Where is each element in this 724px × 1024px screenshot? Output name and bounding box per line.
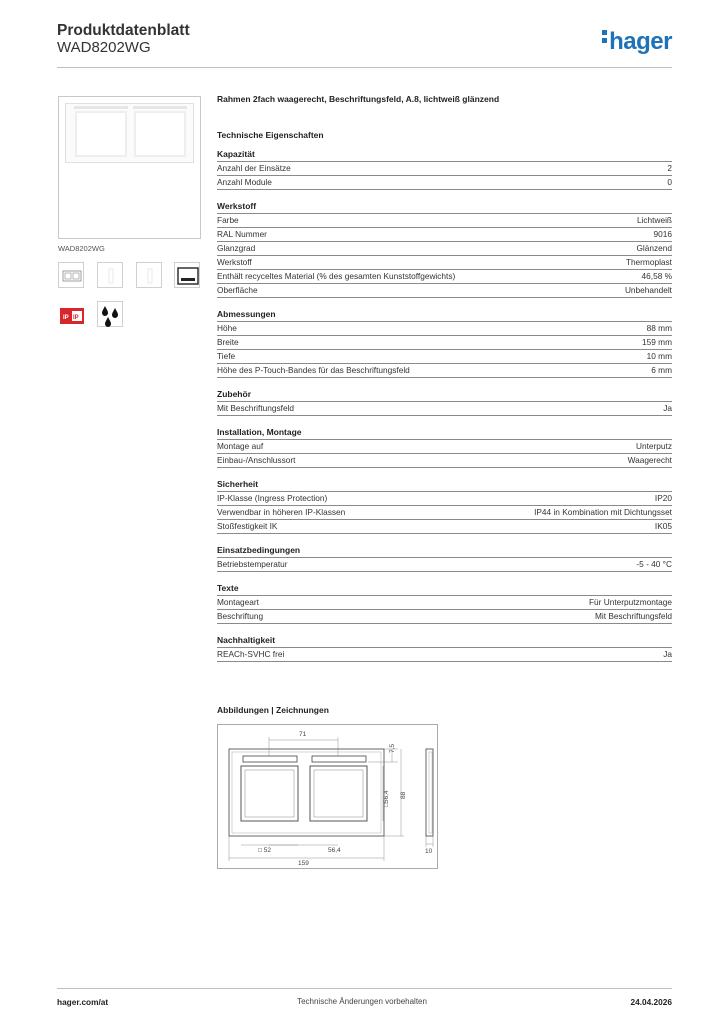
property-value: Waagerecht (627, 455, 672, 465)
product-description: Rahmen 2fach waagerecht, Beschriftungsfeld, A.8, lichtweiß glänzend (217, 94, 500, 104)
property-row (217, 162, 672, 176)
property-sections (217, 148, 672, 662)
footer-website[interactable]: hager.com/at (57, 997, 109, 1007)
section (217, 478, 672, 534)
dim-width: 159 (298, 860, 309, 867)
property-value: 2 (667, 163, 672, 173)
section-title: Abmessungen (217, 308, 672, 322)
frame-illustration (65, 103, 194, 163)
property-label: Glanzgrad (217, 243, 256, 253)
section-title: Sicherheit (217, 478, 672, 492)
property-label: Montage auf (217, 441, 264, 451)
property-row (217, 492, 672, 506)
property-value: 6 mm (651, 365, 672, 375)
dim-label-height: 7,5 (389, 743, 396, 753)
property-value: Mit Beschriftungsfeld (594, 611, 672, 621)
property-label: Beschriftung (217, 611, 264, 621)
section (217, 582, 672, 624)
property-label: Stoßfestigkeit IK (217, 521, 278, 531)
header-divider (57, 67, 672, 68)
datasheet-content (217, 94, 672, 662)
brand-logo (602, 28, 672, 56)
property-value: -5 - 40 °C (636, 559, 672, 569)
property-label: Höhe (217, 323, 237, 333)
property-label: Oberfläche (217, 285, 258, 295)
drawings-title: Abbildungen | Zeichnungen (217, 705, 329, 715)
section (217, 634, 672, 662)
property-value: Glänzend (636, 243, 672, 253)
property-value: 0 (667, 177, 672, 187)
property-row (217, 256, 672, 270)
section-title: Texte (217, 582, 672, 596)
dim-top: 71 (299, 731, 307, 738)
footer-divider (57, 988, 672, 989)
property-label: Mit Beschriftungsfeld (217, 403, 295, 413)
property-label: Betriebstemperatur (217, 559, 288, 569)
property-value: Unterputz (636, 441, 672, 451)
property-value: IP20 (654, 493, 672, 503)
property-row (217, 520, 672, 534)
product-code: WAD8202WG (57, 39, 151, 56)
property-value: IK05 (654, 521, 672, 531)
property-row (217, 506, 672, 520)
section-title: Einsatzbedingungen (217, 544, 672, 558)
section (217, 544, 672, 572)
property-label: Enthält recyceltes Material (% des gesamten Kunststoffgewichts) (217, 271, 456, 281)
property-row (217, 454, 672, 468)
property-row (217, 402, 672, 416)
property-value: Thermoplast (625, 257, 672, 267)
property-row (217, 610, 672, 624)
property-label: Farbe (217, 215, 239, 225)
footer-notice: Technische Änderungen vorbehalten (297, 997, 427, 1006)
property-row (217, 228, 672, 242)
technical-drawing (217, 724, 438, 869)
property-row (217, 322, 672, 336)
brand-name: hager (609, 28, 672, 55)
svg-text:IP: IP (73, 315, 79, 321)
dim-window-height: □56,4 (383, 790, 390, 807)
property-value: Unbehandelt (624, 285, 672, 295)
property-row (217, 648, 672, 662)
property-value: 46,58 % (641, 271, 672, 281)
page-title: Produktdatenblatt (57, 22, 190, 39)
svg-text:IP: IP (63, 315, 69, 321)
property-value: 159 mm (642, 337, 672, 347)
dim-height: 88 (400, 791, 407, 799)
section (217, 426, 672, 468)
ip-rating-badge-icon (58, 301, 84, 327)
section (217, 200, 672, 298)
frame-2fold-icon (58, 262, 84, 288)
property-row (217, 558, 672, 572)
dim-window-width: □ 52 (258, 847, 271, 854)
section-title: Werkstoff (217, 200, 672, 214)
section (217, 148, 672, 190)
blank-frame-icon (136, 262, 162, 288)
property-label: Werkstoff (217, 257, 252, 267)
dim-depth: 10 (425, 848, 433, 855)
property-row (217, 350, 672, 364)
property-label: Tiefe (217, 351, 236, 361)
logo-dots-icon (602, 30, 607, 46)
section (217, 388, 672, 416)
section-title: Installation, Montage (217, 426, 672, 440)
property-row (217, 176, 672, 190)
property-value: Für Unterputzmontage (588, 597, 672, 607)
property-row (217, 270, 672, 284)
footer-date: 24.04.2026 (630, 997, 672, 1007)
section (217, 308, 672, 378)
property-label: Verwendbar in höheren IP-Klassen (217, 507, 346, 517)
label-field-icon (174, 262, 200, 288)
property-value: Ja (663, 649, 672, 659)
property-row (217, 596, 672, 610)
property-row (217, 242, 672, 256)
section-title: Zubehör (217, 388, 672, 402)
blank-frame-icon (97, 262, 123, 288)
property-row (217, 364, 672, 378)
property-label: Montageart (217, 597, 259, 607)
image-caption: WAD8202WG (58, 244, 105, 253)
property-label: Breite (217, 337, 239, 347)
dim-pitch: 56,4 (328, 847, 341, 854)
property-value: IP44 in Kombination mit Dichtungsset (534, 507, 672, 517)
property-row (217, 284, 672, 298)
property-value: 10 mm (646, 351, 672, 361)
property-row (217, 440, 672, 454)
product-image (58, 96, 201, 239)
property-label: RAL Nummer (217, 229, 267, 239)
property-label: Anzahl der Einsätze (217, 163, 291, 173)
water-drops-icon (97, 301, 123, 327)
property-value: Lichtweiß (636, 215, 672, 225)
property-value: 88 mm (646, 323, 672, 333)
property-label: REACh-SVHC frei (217, 649, 285, 659)
section-title: Nachhaltigkeit (217, 634, 672, 648)
property-value: 9016 (653, 229, 672, 239)
properties-title: Technische Eigenschaften (217, 130, 324, 140)
property-label: Anzahl Module (217, 177, 272, 187)
property-value: Ja (663, 403, 672, 413)
property-row (217, 336, 672, 350)
property-label: Höhe des P-Touch-Bandes für das Beschriftungsfeld (217, 365, 410, 375)
property-label: Einbau-/Anschlussort (217, 455, 296, 465)
property-label: IP-Klasse (Ingress Protection) (217, 493, 328, 503)
section-title: Kapazität (217, 148, 672, 162)
property-row (217, 214, 672, 228)
